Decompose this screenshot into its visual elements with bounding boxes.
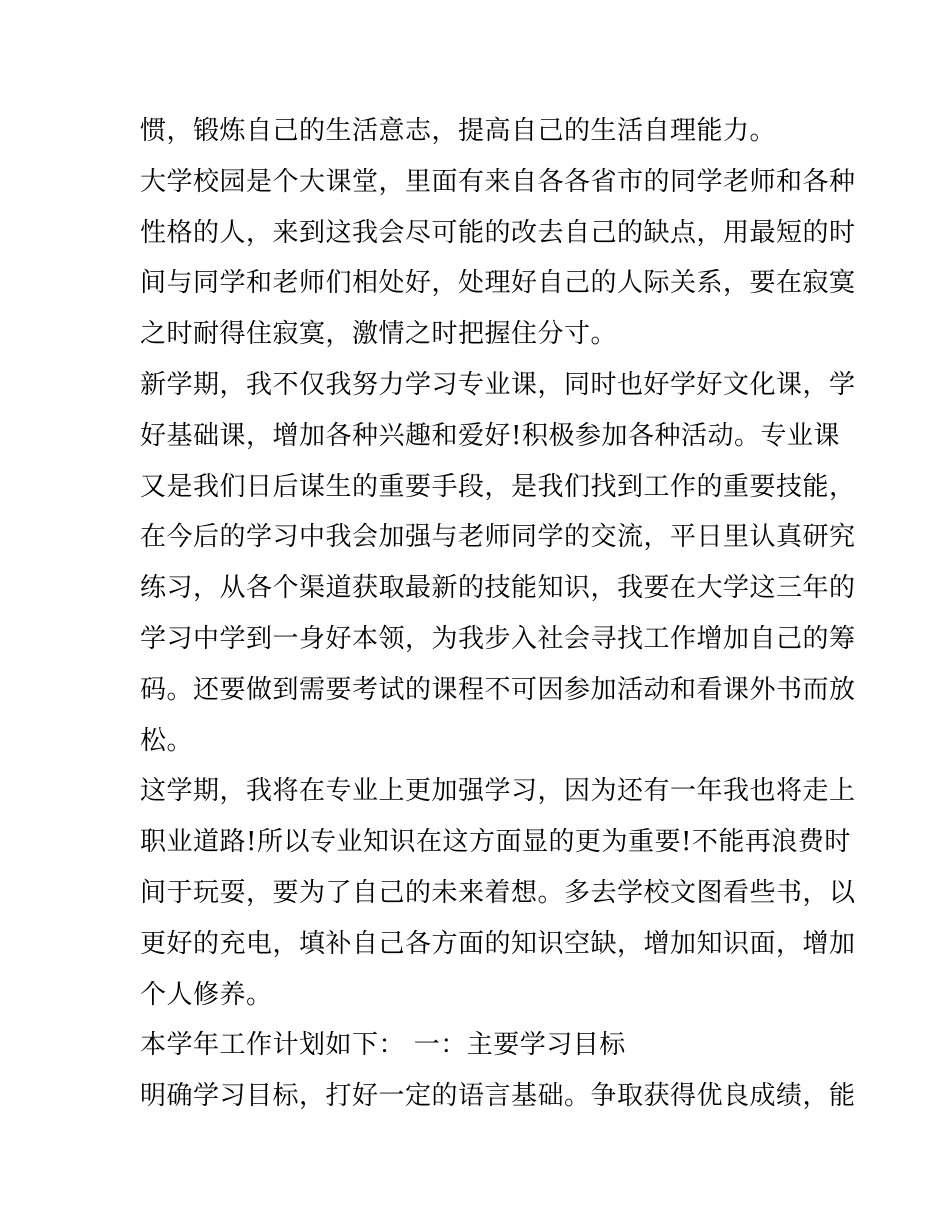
text-line: 大学校园是个大课堂，里面有来自各各省市的同学老师和各种 xyxy=(140,166,856,197)
text-line: 在今后的学习中我会加强与老师同学的交流，平日里认真研究 xyxy=(140,522,856,553)
text-line: 这学期，我将在专业上更加强学习，因为还有一年我也将走上 xyxy=(140,776,856,807)
document-body xyxy=(140,106,856,1122)
text-line: 码。还要做到需要考试的课程不可因参加活动和看课外书而放 xyxy=(140,674,856,705)
text-line: 新学期，我不仅我努力学习专业课，同时也好学好文化课，学 xyxy=(140,369,856,400)
text-line: 学习中学到一身好本领，为我步入社会寻找工作增加自己的筹 xyxy=(140,623,856,654)
text-line: 又是我们日后谋生的重要手段，是我们找到工作的重要技能， xyxy=(140,471,856,502)
text-line: 更好的充电，填补自己各方面的知识空缺，增加知识面，增加 xyxy=(140,928,856,959)
text-line: 本学年工作计划如下： 一：主要学习目标 xyxy=(140,1030,626,1061)
text-line: 练习，从各个渠道获取最新的技能知识，我要在大学这三年的 xyxy=(140,573,856,604)
text-line: 松。 xyxy=(140,725,194,756)
text-line: 惯，锻炼自己的生活意志，提高自己的生活自理能力。 xyxy=(140,116,777,146)
text-line: 间于玩耍，要为了自己的未来着想。多去学校文图看些书，以 xyxy=(140,877,856,908)
text-line: 间与同学和老师们相处好，处理好自己的人际关系，要在寂寞 xyxy=(140,268,856,299)
text-line: 职业道路!所以专业知识在这方面显的更为重要!不能再浪费时 xyxy=(140,827,851,858)
text-line: 明确学习目标，打好一定的语言基础。争取获得优良成绩，能 xyxy=(140,1081,856,1112)
text-line: 性格的人，来到这我会尽可能的改去自己的缺点，用最短的时 xyxy=(140,217,856,248)
text-line: 个人修养。 xyxy=(140,979,273,1010)
text-line: 好基础课，增加各种兴趣和爱好!积极参加各种活动。专业课 xyxy=(140,420,840,451)
text-line: 之时耐得住寂寞，激情之时把握住分寸。 xyxy=(140,319,618,350)
